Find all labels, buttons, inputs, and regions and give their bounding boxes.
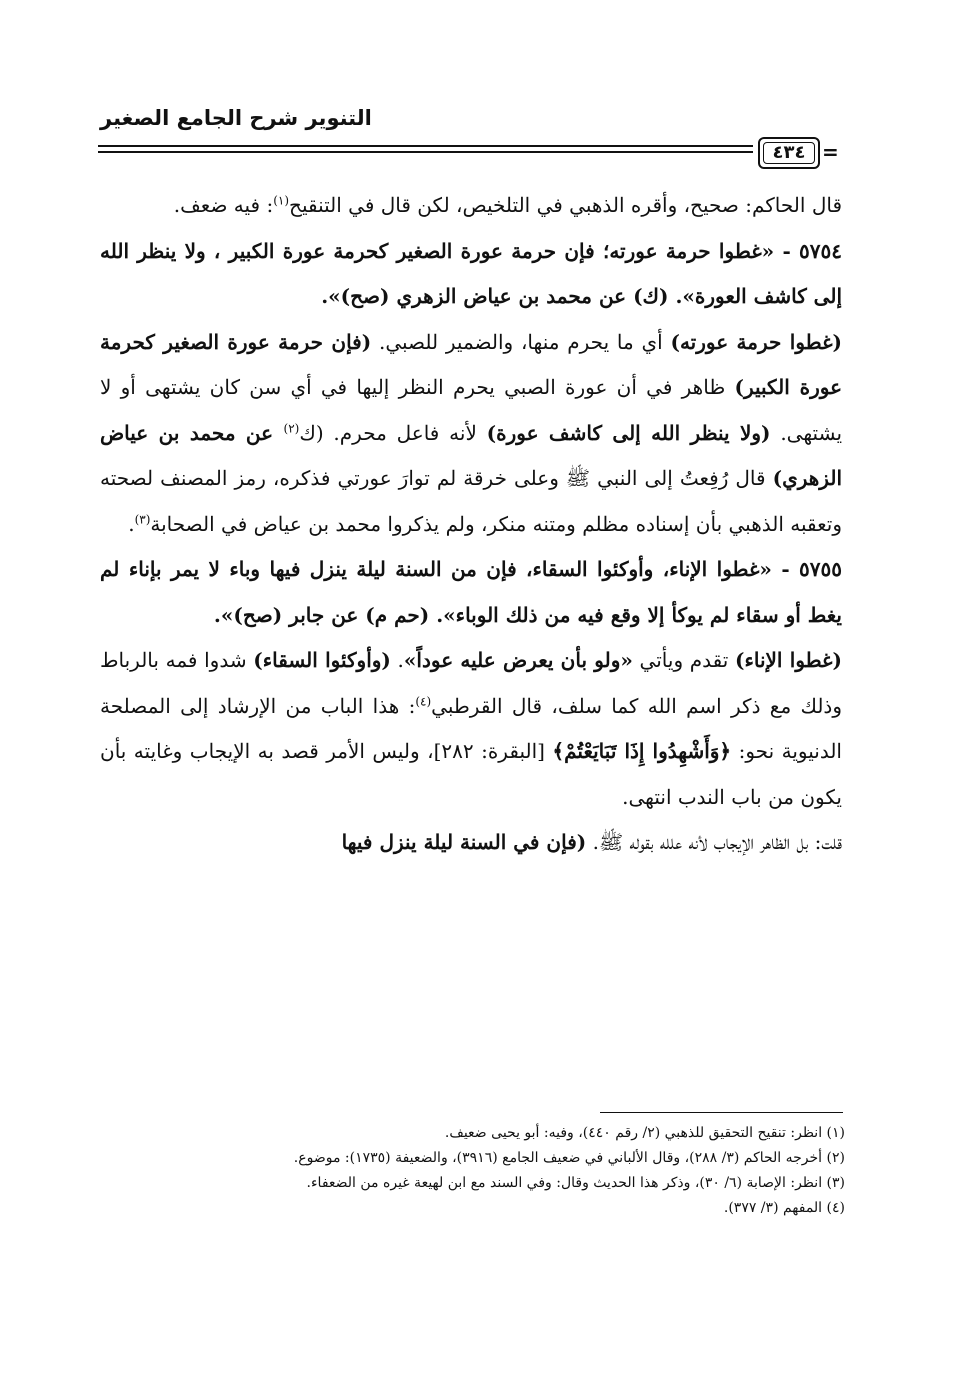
page-number-ornament: =	[822, 140, 839, 164]
footnote-ref: (٢)	[283, 420, 300, 435]
hadith-5754	[100, 229, 842, 320]
hadith-text: - «غطوا الإناء، وأوكئوا السقاء، فإن من السنة ليلة ينزل فيها وباء لا يمر بإناء لم يغط أو سقاء لم يوكأ إلا وقع فيه من ذلك الوباء». (حم م) عن جابر (صح)».	[100, 557, 842, 627]
hadith-text: - «غطوا حرمة عورته؛ فإن حرمة عورة الصغير كحرمة عورة الكبير ، ولا ينظر الله إلى كاشف العورة». (ك) عن محمد بن عياض الزهري (صح)».	[100, 238, 842, 308]
commentary-5755: (غطوا الإناء) تقدم ويأتي «ولو بأن يعرض عليه عوداً». (وأوكئوا السقاء) شدوا فمه بالرباط وذلك مع ذكر اسم الله كما سلف، قال القرطبي$^{(٤)}$: هذا الباب من الإرشاد إلى المصلحة الدنيوية نحو: ﴿وَأَشْهِدُوا إِذَا تَبَايَعْتُمْ﴾ [البقرة: ٢٨٢]، وليس الأمر قصد به الإيجاب وغايته بأن يكون من باب الندب انتهى.	[100, 648, 843, 809]
header-rule-bottom	[98, 151, 753, 153]
footnote: (٢) أخرجه الحاكم (٣/ ٢٨٨)، وقال الألباني في ضعيف الجامع (٣٩١٦)، والضعيفة (١٧٣٥): موضوع.	[293, 1150, 845, 1166]
quran-quote: ﴿وَأَشْهِدُوا إِذَا تَبَايَعْتُمْ﴾	[552, 739, 732, 763]
footnote-ref: (٣)	[134, 511, 151, 526]
hadith-5755	[100, 547, 842, 638]
paragraph: قلت: بل الظاهر الإيجاب لأنه علله بقوله ﷺ. (فإن في السنة ليلة ينزل فيها	[341, 830, 842, 854]
footnote-ref: (١)	[273, 193, 290, 208]
footnote-separator	[600, 1112, 843, 1113]
paragraph: قال الحاكم: صحيح، وأقره الذهبي في التلخيص، لكن قال في التنقيح$^{(١)}$: فيه ضعف.	[173, 193, 842, 217]
page-body	[100, 183, 842, 866]
footnote: (٣) انظر: الإصابة (٦/ ٣٠)، وذكر هذا الحديث وقال: وفي السند مع ابن لهيعة غيره من الضعفاء.	[306, 1175, 845, 1191]
page-number: ٤٣٤	[758, 137, 820, 169]
hadith-number: ٥٧٥٥	[799, 557, 842, 581]
commentary-5754: (غطوا حرمة عورته) أي ما يحرم منها، والضمير للصبي. (فإن حرمة عورة الصغير كحرمة عورة الكبير) ظاهر في أن عورة الصبي يحرم النظر إليها في أي سن كان يشتهى أو لا يشتهى. (ولا ينظر الله إلى كاشف عورة) لأنه فاعل محرم. (ك$^{(٢)}$ عن محمد بن عياض الزهري) قال رُفِعتُ إلى النبي ﷺ وعلى خرقة لم توارَ عورتي فذكره، رمز المصنف لصحته وتعقبه الذهبي بأن إسناده مظلم ومتنه منكر، ولم يذكروا محمد بن عياض في الصحابة$^{(٣)}$.	[100, 329, 843, 536]
footnote: (١) انظر: تنقيح التحقيق للذهبي (٢/ رقم ٤٤٠)، وفيه: أبو يحيى ضعيف.	[444, 1125, 845, 1141]
footnote-ref: (٤)	[415, 693, 432, 708]
footnotes	[100, 1121, 845, 1221]
header-rule-top	[98, 145, 753, 147]
footnote: (٤) المفهم (٣/ ٣٧٧).	[723, 1200, 845, 1216]
book-title: التنوير شرح الجامع الصغير	[100, 106, 372, 130]
hadith-number: ٥٧٥٤	[799, 238, 842, 263]
